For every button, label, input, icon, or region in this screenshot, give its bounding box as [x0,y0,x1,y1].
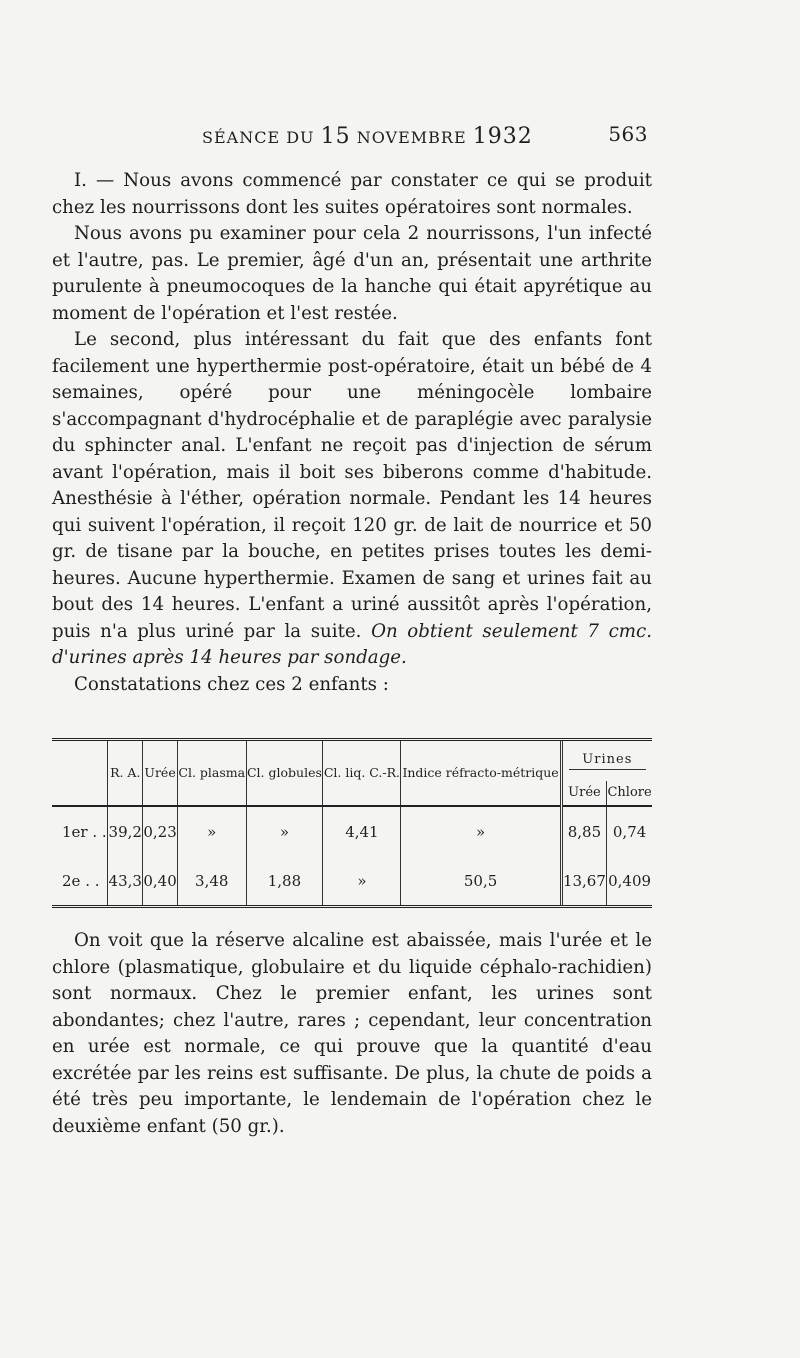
col-header-cl-liq: Cl. liq. C.-R. [323,741,401,806]
table-cell: 39,2 [108,806,143,856]
running-header [52,120,652,150]
body-text-top [52,168,652,698]
table-cell: » [246,806,323,856]
table-cell: 0,409 [607,856,652,905]
col-header-urines-uree: Urée [561,781,607,806]
table-cell: » [178,806,247,856]
paragraph-2: Nous avons pu examiner pour cela 2 nourrissons, l'un infecté et l'autre, pas. Le premier, âgé d'un an, présentait une arthrite purulente à pneumocoques de la hanche qui était apyrétique au moment de l'opération et l'est restée. [52,223,652,324]
body-text-bottom [52,928,652,1140]
running-head [202,124,533,149]
running-head-prefix: SÉANCE DU [202,128,315,147]
table-cell: 8,85 [561,806,607,856]
running-head-day: 15 [320,124,351,149]
table-cell: » [401,806,561,856]
table-cell: 3,48 [178,856,247,905]
paragraph-3-italic: On obtient seulement 7 cmc. d'urines après 14 heures par sondage. [52,620,652,668]
results-table [52,738,652,908]
paragraph-5: On voit que la réserve alcaline est abaissée, mais l'urée et le chlore (plasmatique, globulaire et du liquide céphalo-rachidien) sont normaux. Chez le premier enfant, les urines sont abondantes; chez l'autre, rares ; cependant, leur concentration en urée est normale, ce qui prouve que la quantité d'eau excrétée par les reins est suffisante. De plus, la chute de poids a été très peu importante, le lendemain de l'opération chez le deuxième enfant (50 gr.). [52,930,652,1137]
table-cell: 1,88 [246,856,323,905]
paragraph-4: Constatations chez ces 2 enfants : [74,673,389,695]
urines-label: Urines [569,753,646,770]
table-cell: 0,23 [143,806,178,856]
table-cell: 0,40 [143,856,178,905]
col-header-cl-plasma: Cl. plasma [178,741,247,806]
table-cell: 4,41 [323,806,401,856]
row-label: 2e . . [62,871,100,890]
col-header-urines-chlore: Chlore [607,781,652,806]
col-header-uree: Urée [143,741,178,806]
table-cell: 13,67 [561,856,607,905]
paragraph-3-text: Le second, plus intéressant du fait que des enfants font facilement une hyperthermie post-opératoire, était un bébé de 4 semaines, opéré pour une méningocèle lombaire s'accompagnant d'hydrocéphalie et de paraplégie avec paralysie du sphincter anal. L'enfant ne reçoit pas d'injection de sérum avant l'opération, mais il boit ses biberons comme d'habitude. Anesthésie à l'éther, opération normale. Pendant les 14 heures qui suivent l'opération, il reçoit 120 gr. de lait de nourrice et 50 gr. de tisane par la bouche, en petites prises toutes les demi-heures. Aucune hyperthermie. Examen de sang et urines fait au bout des 14 heures. L'enfant a uriné aussitôt après l'opération, puis n'a plus uriné par la suite. [52,329,652,642]
col-header-urines [561,741,652,781]
table-cell: 50,5 [401,856,561,905]
col-header-ra: R. A. [108,741,143,806]
col-header-indice: Indice réfracto-métrique [401,741,561,806]
col-header-cl-globules: Cl. globules [246,741,323,806]
row-label: 1er . . [52,806,108,856]
col-header-blank [52,741,108,806]
table-row [52,856,652,905]
table-cell: » [323,856,401,905]
table-cell: 43,3 [108,856,143,905]
table-row [52,806,652,856]
table-cell: 0,74 [607,806,652,856]
paragraph-1: I. — Nous avons commencé par constater ce qui se produit chez les nourrissons dont les suites opératoires sont normales. [52,170,652,218]
page-number: 563 [608,122,648,146]
paragraph-3 [52,327,652,672]
running-head-month: NOVEMBRE [356,128,467,147]
running-head-year: 1932 [472,124,533,149]
